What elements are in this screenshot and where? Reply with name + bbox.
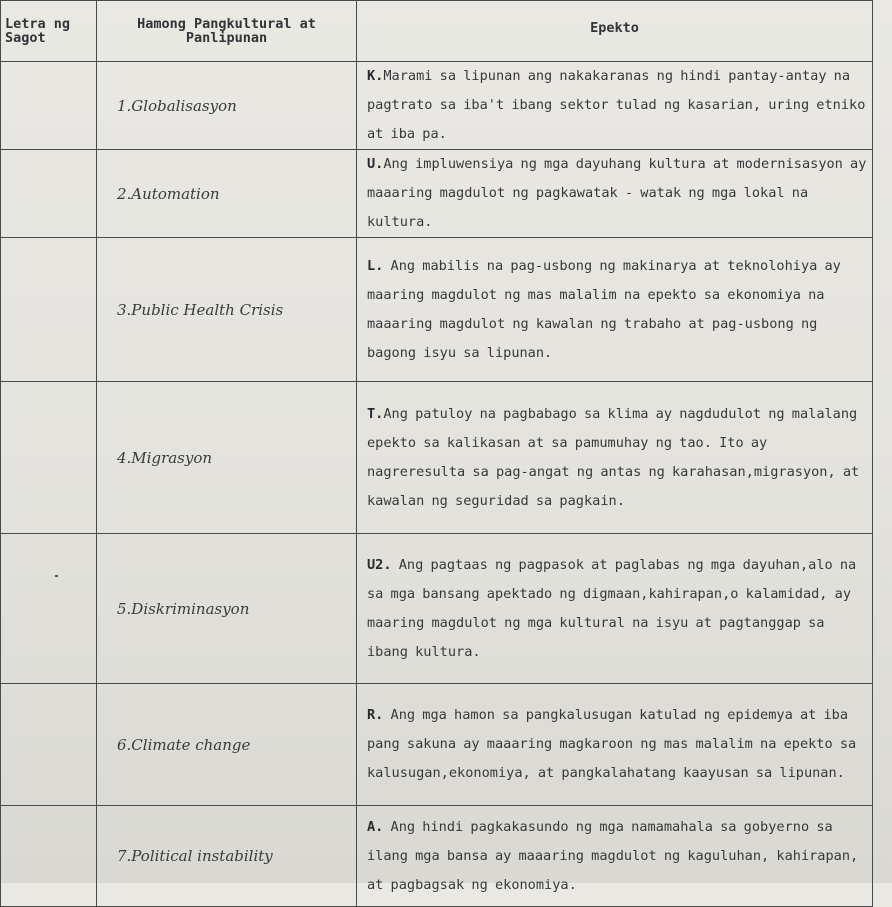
effect-cell (357, 62, 873, 150)
effect-letter: R. (367, 707, 384, 723)
table-row (1, 534, 873, 684)
answer-cell[interactable] (1, 806, 97, 907)
challenge-cell: 5.Diskriminasyon (97, 534, 357, 684)
header-epekto: Epekto (357, 1, 873, 62)
answer-cell[interactable] (1, 534, 97, 684)
stray-mark (55, 575, 58, 577)
answer-cell[interactable] (1, 684, 97, 806)
effect-cell (357, 238, 873, 382)
answer-cell[interactable] (1, 382, 97, 534)
table-row (1, 684, 873, 806)
effect-letter: U2. (367, 556, 392, 573)
effect-cell (357, 150, 873, 238)
answer-cell[interactable] (1, 150, 97, 238)
effect-text: Ang patuloy na pagbabago sa klima ay nagdudulot ng malalang epekto sa kalikasan at sa pamumuhay ng tao. Ito ay nagreresulta sa pag-angat ng antas ng karahasan,migrasyon, at kawalan ng seguridad sa pagkain. (367, 405, 860, 509)
effect-letter: A. (367, 818, 384, 835)
effect-letter: U. (367, 156, 384, 172)
effect-text: Ang mga hamon sa pangkalusugan katulad ng epidemya at iba pang sakuna ay maaaring magkaroon ng mas malalim na epekto sa kalusugan,ekonomiya, at pangkalahatang kaayusan sa lipunan. (367, 707, 857, 781)
table-header-row (1, 1, 873, 62)
table-row (1, 238, 873, 382)
effect-text: Marami sa lipunan ang nakakaranas ng hindi pantay-antay na pagtrato sa iba't ibang sektor tulad ng kasarian, uring etniko at iba pa. (367, 68, 866, 142)
table-row (1, 382, 873, 534)
effect-cell (357, 806, 873, 907)
header-hamong-pangkultural: Hamong Pangkultural at Panlipunan (97, 1, 357, 62)
effect-text: Ang impluwensiya ng mga dayuhang kultura at modernisasyon ay maaaring magdulot ng pagkawatak - watak ng mga lokal na kultura. (367, 156, 867, 230)
table-row (1, 150, 873, 238)
effect-letter: T. (367, 405, 384, 422)
table-row (1, 62, 873, 150)
effect-text: Ang hindi pagkakasundo ng mga namamahala sa gobyerno sa ilang mga bansa ay maaaring magdulot ng kaguluhan, kahirapan, at pagbagsak ng ekonomiya. (367, 818, 859, 893)
challenge-cell: 1.Globalisasyon (97, 62, 357, 150)
challenge-cell: 2.Automation (97, 150, 357, 238)
answer-cell[interactable] (1, 238, 97, 382)
challenge-cell: 4.Migrasyon (97, 382, 357, 534)
challenge-cell: 3.Public Health Crisis (97, 238, 357, 382)
header-letra-ng-sagot: Letra ng Sagot (1, 1, 97, 62)
table-row (1, 806, 873, 907)
effect-letter: L. (367, 257, 384, 274)
effect-letter: K. (367, 68, 384, 84)
effect-text: Ang mabilis na pag-usbong ng makinarya at teknolohiya ay maaring magdulot ng mas malalim na epekto sa ekonomiya na maaaring magdulot ng kawalan ng trabaho at pag-usbong ng bagong isyu sa lipunan. (367, 257, 841, 361)
effect-cell (357, 534, 873, 684)
answer-cell[interactable] (1, 62, 97, 150)
effect-cell (357, 382, 873, 534)
effect-cell (357, 684, 873, 806)
challenge-cell: 6.Climate change (97, 684, 357, 806)
effect-text: Ang pagtaas ng pagpasok at paglabas ng mga dayuhan,alo na sa mga bansang apektado ng digmaan,kahirapan,o kalamidad, ay maaring magdulot ng mga kultural na isyu at pagtanggap sa ibang kultura. (367, 556, 857, 660)
challenge-cell: 7.Political instability (97, 806, 357, 907)
